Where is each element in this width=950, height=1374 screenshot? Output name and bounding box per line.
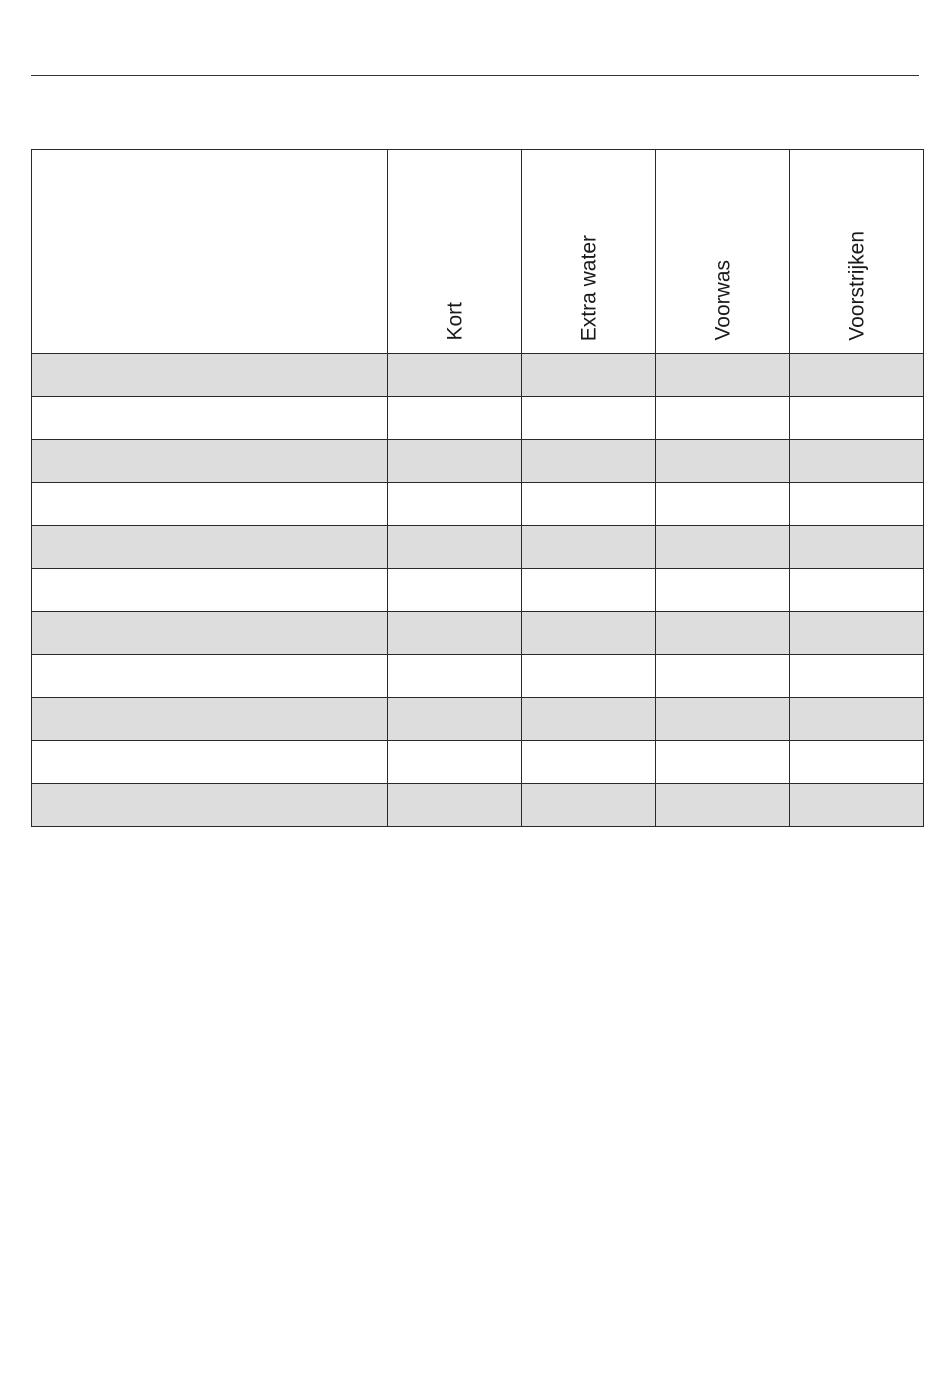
option-cell bbox=[656, 655, 790, 698]
option-cell bbox=[522, 698, 656, 741]
table-row bbox=[32, 354, 924, 397]
table-row bbox=[32, 741, 924, 784]
option-cell bbox=[656, 612, 790, 655]
option-cell bbox=[388, 526, 522, 569]
row-label-cell bbox=[32, 612, 388, 655]
header-cell-voorwas bbox=[656, 150, 790, 354]
option-cell bbox=[522, 354, 656, 397]
row-label-cell bbox=[32, 354, 388, 397]
row-label-cell bbox=[32, 526, 388, 569]
option-cell bbox=[522, 655, 656, 698]
option-cell bbox=[388, 784, 522, 827]
option-cell bbox=[388, 397, 522, 440]
header-rule bbox=[31, 75, 919, 76]
option-cell bbox=[656, 569, 790, 612]
option-cell bbox=[790, 483, 924, 526]
option-cell bbox=[388, 741, 522, 784]
option-cell bbox=[790, 440, 924, 483]
row-label-cell bbox=[32, 655, 388, 698]
header-cell-voorstrijken bbox=[790, 150, 924, 354]
table-row bbox=[32, 569, 924, 612]
option-cell bbox=[522, 569, 656, 612]
option-cell bbox=[790, 655, 924, 698]
table-header-row bbox=[32, 150, 924, 354]
row-label-cell bbox=[32, 698, 388, 741]
header-cell-empty bbox=[32, 150, 388, 354]
option-cell bbox=[790, 784, 924, 827]
option-cell bbox=[656, 483, 790, 526]
option-cell bbox=[388, 440, 522, 483]
table-row bbox=[32, 526, 924, 569]
row-label-cell bbox=[32, 397, 388, 440]
option-cell bbox=[656, 741, 790, 784]
column-label-voorstrijken: Voorstrijken bbox=[845, 231, 868, 341]
option-cell bbox=[522, 440, 656, 483]
table-row bbox=[32, 655, 924, 698]
option-cell bbox=[790, 698, 924, 741]
option-cell bbox=[656, 698, 790, 741]
option-cell bbox=[522, 612, 656, 655]
row-label-cell bbox=[32, 741, 388, 784]
option-cell bbox=[656, 784, 790, 827]
header-cell-kort bbox=[388, 150, 522, 354]
table-body bbox=[32, 354, 924, 827]
option-cell bbox=[656, 354, 790, 397]
table-row bbox=[32, 698, 924, 741]
column-label-extra-water: Extra water bbox=[577, 234, 600, 341]
header-cell-extra-water bbox=[522, 150, 656, 354]
option-cell bbox=[522, 741, 656, 784]
column-label-kort: Kort bbox=[443, 302, 466, 341]
option-cell bbox=[522, 397, 656, 440]
table-row bbox=[32, 397, 924, 440]
option-cell bbox=[388, 698, 522, 741]
option-cell bbox=[388, 354, 522, 397]
option-cell bbox=[388, 612, 522, 655]
option-cell bbox=[790, 526, 924, 569]
table-row bbox=[32, 784, 924, 827]
row-label-cell bbox=[32, 440, 388, 483]
row-label-cell bbox=[32, 784, 388, 827]
option-cell bbox=[522, 784, 656, 827]
table-row bbox=[32, 612, 924, 655]
column-label-voorwas: Voorwas bbox=[711, 260, 734, 341]
option-cell bbox=[790, 569, 924, 612]
option-cell bbox=[388, 655, 522, 698]
row-label-cell bbox=[32, 569, 388, 612]
option-cell bbox=[790, 397, 924, 440]
option-cell bbox=[790, 741, 924, 784]
program-options-table bbox=[31, 149, 924, 827]
option-cell bbox=[388, 569, 522, 612]
option-cell bbox=[522, 483, 656, 526]
table-row bbox=[32, 483, 924, 526]
option-cell bbox=[790, 354, 924, 397]
option-cell bbox=[522, 526, 656, 569]
option-cell bbox=[388, 483, 522, 526]
option-cell bbox=[656, 440, 790, 483]
row-label-cell bbox=[32, 483, 388, 526]
option-cell bbox=[656, 397, 790, 440]
option-cell bbox=[790, 612, 924, 655]
table-row bbox=[32, 440, 924, 483]
option-cell bbox=[656, 526, 790, 569]
